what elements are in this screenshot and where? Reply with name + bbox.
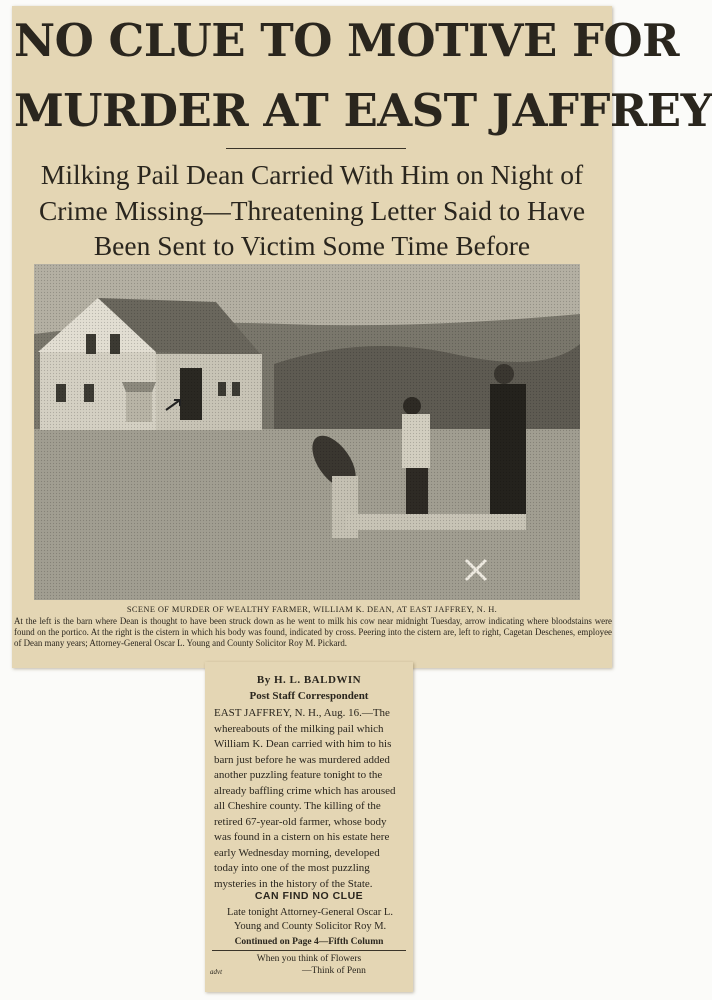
ad-line-1: When you think of Flowers <box>256 954 362 964</box>
byline-author: By H. L. BALDWIN <box>256 674 362 686</box>
article-subhead: CAN FIND NO CLUE <box>254 890 364 902</box>
article-body-continued: Late tonight Attorney-General Oscar L. Young and County Solicitor Roy M. <box>227 907 393 932</box>
article-body: EAST JAFFREY, N. H., Aug. 16.—The whereabouts of the milking pail which William K. Dean carried with him to his barn just before he was murdered added another puzzling feature tonight to the already baffling crime which has aroused all Cheshire county. The killing of the retired 67-year-old farmer, whose body was found in a cistern on his estate here early Wednesday morning, developed today into one of the most puzzling mysteries in the history of the State. <box>214 707 396 890</box>
byline-title: Post Staff Correspondent <box>249 690 369 702</box>
ad-line-2: —Think of Penn <box>302 966 366 976</box>
ad-label: advt <box>210 968 223 976</box>
headline-line-1: NO CLUE TO MOTIVE FOR <box>14 14 680 67</box>
subheadline-line-2: Crime Missing—Threatening Letter Said to Have <box>38 195 586 226</box>
headline-rule <box>226 148 406 149</box>
headline-line-2: MURDER AT EAST JAFFREY <box>14 84 712 137</box>
ad-divider <box>212 950 406 951</box>
crime-scene-photo <box>34 264 580 600</box>
subheadline-line-3: Been Sent to Victim Some Time Before <box>93 230 531 261</box>
subheadline-line-1: Milking Pail Dean Carried With Him on Night of <box>40 159 584 190</box>
photo-caption-title: SCENE OF MURDER OF WEALTHY FARMER, WILLIAM K. DEAN, AT EAST JAFFREY, N. H. <box>126 605 498 614</box>
continued-notice: Continued on Page 4—Fifth Column <box>234 937 384 947</box>
photo-caption: At the left is the barn where Dean is thought to have been struck down as he went to milk his cow near midnight Tuesday, arrow indicating where bloodstains were found on the portico. At the right is the cistern in which his body was found, indicated by cross. Peering into the cistern are, left to right, Cagetan Deschenes, employee of Dean many years; Attorney-General Oscar L. Young and County Solicitor Roy M. Pickard. <box>14 616 612 648</box>
